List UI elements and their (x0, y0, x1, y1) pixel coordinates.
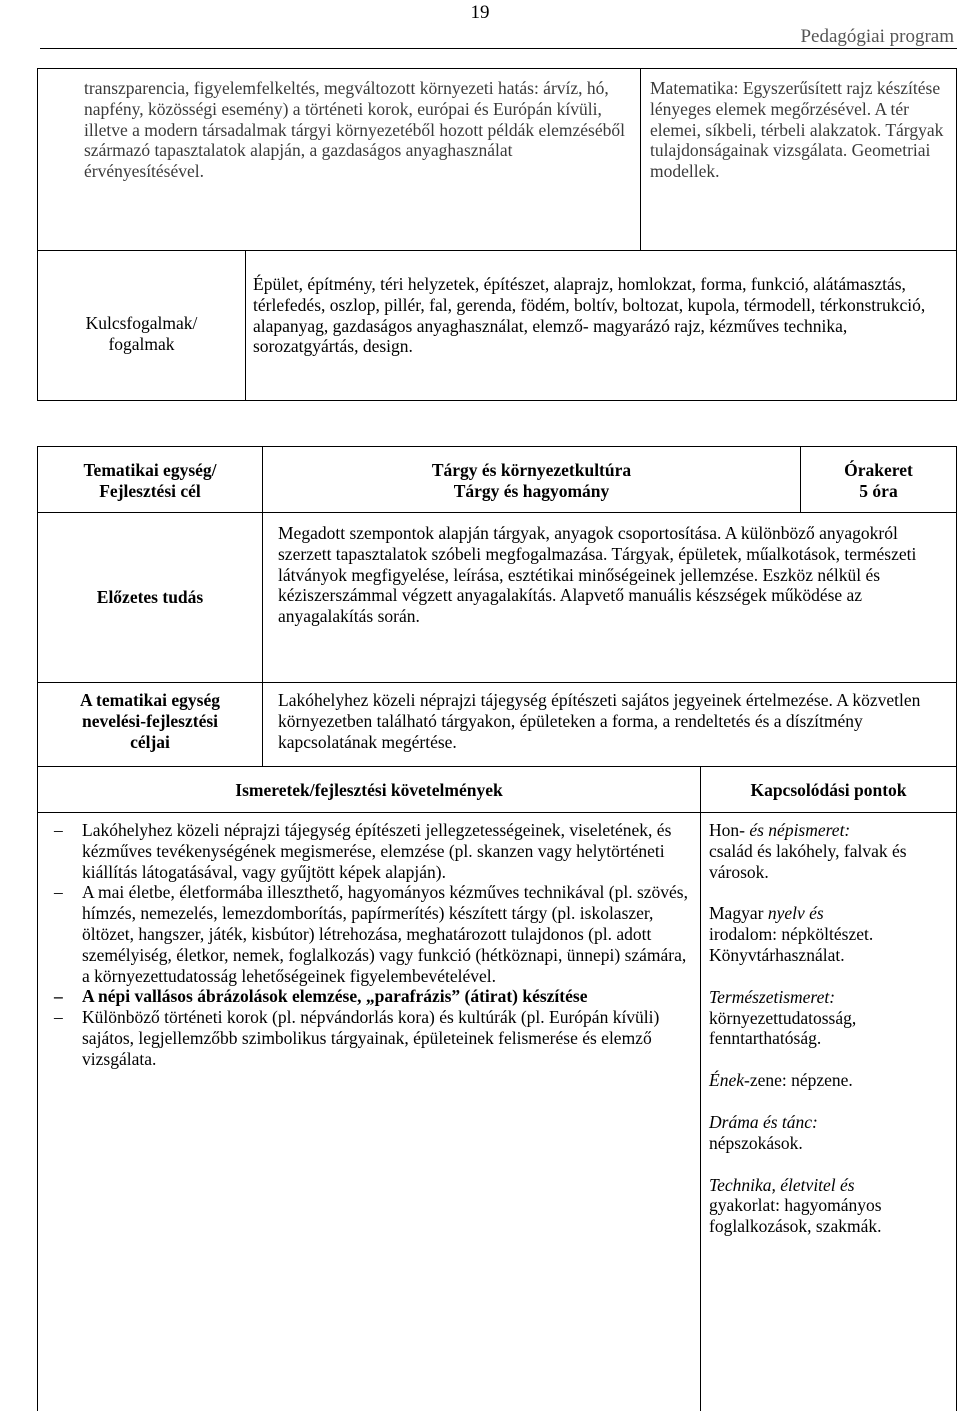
key-concepts-label: Kulcsfogalmak/ fogalmak (85, 313, 198, 354)
table-border (956, 446, 957, 1411)
link-technika: Technika, életvitel és gyakorlat: hagyományos foglalkozások, szakmák. (709, 1174, 882, 1237)
table-border (37, 512, 957, 513)
header-rule (40, 48, 957, 49)
page-header: Pedagógiai program (800, 26, 954, 47)
key-concepts-text: Épület, építmény, téri helyzetek, építészet, alaprajz, homlokzat, forma, funkció, alátámasztás, térlefedés, oszlop, pillér, fal, gerenda, födém, boltív, boltozat, kupola, térmodell, térkonstrukció, alapanyag, gazdaságos anyaghasználat, elemző- magyarázó rajz, kézműves technika, sorozatgyártás, design. (253, 274, 926, 357)
table-border (37, 68, 957, 69)
requirements-list (40, 820, 692, 1070)
list-item: – A mai életbe, életformába illeszthető, hagyományos kézműves technikával (pl. szövés, hímzés, nemezelés, lemezdomborítás, papírmerítés) készített tárgy (pl. iskolaszer, öltözet, hangszer, játék, kisbútor) létrehozása, meghatározott tulajdonos (pl. adott személyiség, életkor, nemek, foglalkozás) vagy funkció (hétköznapi, ünnepi) számára, a környezettudatosság lehetőségeinek figyelembevételével. (40, 882, 692, 986)
list-item: – Különböző történeti korok (pl. népvándorlás kora) és kultúrák (pl. Európán kívüli) sajátos, legjellemzőbb szimbolikus tárgyainak, épületeinek felismerése és elemző vizsgálata. (40, 1007, 692, 1069)
link-enek: Ének-zene: népzene. (709, 1070, 853, 1091)
link-magyar: Magyar nyelv és irodalom: népköltészet. Könyvtárhasználat. (709, 903, 874, 965)
goals-text: Lakóhelyhez közeli néprajzi tájegység építészeti sajátos jegyeinek értelmezése. A közvetlen környezetben található tárgyakon, épületeken a forma, a rendeltetés és a díszítmény kapcsolatának megértése. (278, 690, 921, 752)
table-border (640, 68, 641, 251)
table-border (37, 446, 957, 447)
unit-title: Tárgy és környezetkultúra Tárgy és hagyomány (431, 460, 632, 501)
goals-label: A tematikai egység nevelési-fejlesztési céljai (80, 690, 220, 752)
link-termeszet: Természetismeret: környezettudatosság, fenntarthatóság. (709, 986, 857, 1049)
table-border (37, 766, 957, 767)
hours-cell: Órakeret 5 óra (844, 460, 913, 501)
prior-knowledge-text: Megadott szempontok alapján tárgyak, anyagok csoportosítása. A különböző anyagokról szerzett tapasztalatok szóbeli megfogalmazása. Tárgyak, épületek, műalkotások, természeti látványok megfigyelése, leírása, esztétikai minőségeinek jellemzése. Eszköz nélkül és kéziszerszámmal végzett anyagalakítás. Alapvető manuális készségek működése az anyagalakítás során. (278, 523, 917, 627)
table-border (37, 812, 957, 813)
unit-label: Tematikai egység/ Fejlesztési cél (83, 460, 217, 501)
table-border (37, 250, 957, 251)
prior-knowledge-label: Előzetes tudás (96, 587, 204, 607)
table-border (37, 400, 957, 401)
related-math-text: Matematika: Egyszerűsített rajz készítése lényeges elemek megőrzésével. A tér elemei, síkbeli, térbeli alakzatok. Tárgyak tulajdonságainak vizsgálata. Geometriai modellek. (650, 78, 944, 182)
links-list (709, 820, 949, 1237)
table-border (700, 766, 701, 1411)
page-number: 19 (470, 2, 490, 23)
list-item: – A népi vallásos ábrázolások elemzése, „parafrázis” (átirat) készítése (40, 986, 692, 1007)
list-item: – Lakóhelyhez közeli néprajzi tájegység építészeti jellegzetességeinek, viseletének, és kézműves tevékenységének megismerése, elemzése (pl. skanzen vagy helytörténeti kiállítás látogatásával, vagy gyűjtött képek alapján). (40, 820, 692, 882)
table-border (245, 250, 246, 401)
table-border (37, 682, 957, 683)
link-drama: Dráma és tánc: népszokások. (709, 1111, 818, 1153)
table-border (956, 68, 957, 401)
requirements-header: Ismeretek/fejlesztési követelmények (235, 780, 503, 800)
top-left-text: transzparencia, figyelemfelkeltés, megváltozott környezeti hatás: árvíz, hó, napfény, közösségi esemény) a történeti korok, európai és Európán kívüli, illetve a modern társadalmak tárgyi környezetéből hozott példák elemzéséből származó tapasztalatok alapján, a gazdaságos anyaghasználat érvényesítésével. (84, 78, 625, 182)
link-hon: Hon- és népismeret: család és lakóhely, falvak és városok. (709, 820, 907, 882)
links-header: Kapcsolódási pontok (750, 780, 907, 800)
